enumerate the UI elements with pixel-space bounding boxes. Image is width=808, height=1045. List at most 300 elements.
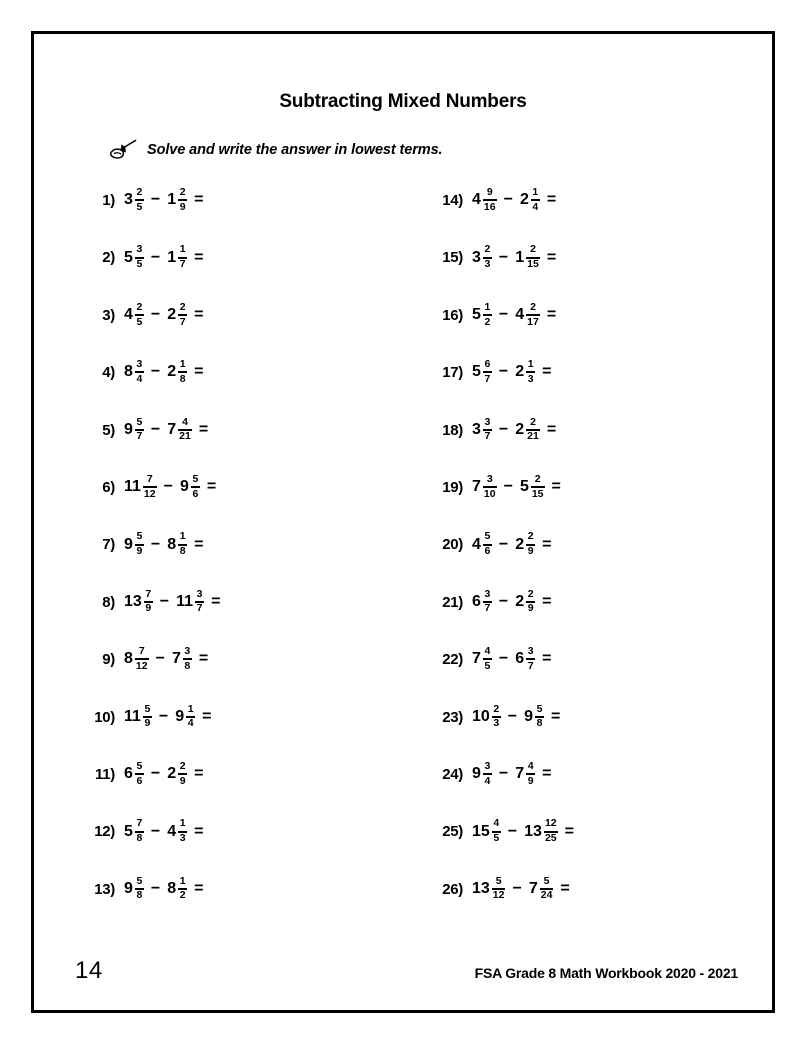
numerator: 3: [527, 645, 534, 658]
minus-operator: −: [498, 765, 509, 783]
mixed-number-b: [175, 704, 195, 731]
equals-sign: =: [551, 707, 561, 725]
numerator: 12: [544, 817, 557, 830]
mixed-number-b: [515, 531, 535, 558]
fraction: [483, 646, 492, 673]
mixed-number-b: [520, 187, 540, 214]
mixed-number-b: [167, 417, 192, 444]
fraction: [526, 531, 535, 558]
denominator: 17: [527, 315, 539, 328]
denominator: 6: [484, 545, 491, 558]
equals-sign: =: [542, 592, 552, 610]
whole-part: 4: [472, 191, 481, 209]
problem-expression: [124, 244, 204, 271]
whole-part: 1: [167, 248, 177, 266]
problem-expression: [124, 876, 204, 903]
fraction: [178, 244, 187, 271]
whole-part: 2: [515, 592, 525, 610]
fraction: [178, 359, 187, 386]
whole-part: 8: [124, 650, 133, 668]
problem-expression: [124, 302, 204, 329]
whole-part: 3: [472, 420, 481, 438]
equals-sign: =: [194, 306, 204, 324]
problem-row: [428, 181, 754, 238]
fraction: [178, 302, 187, 329]
denominator: 6: [192, 487, 199, 500]
problem-expression: [472, 359, 552, 386]
problem-expression: [472, 876, 570, 903]
fraction: [492, 818, 501, 845]
whole-part: 3: [124, 191, 133, 209]
mixed-number-a: [472, 589, 492, 616]
denominator: 4: [136, 372, 143, 385]
problem-number: 20): [442, 536, 463, 554]
denominator: 9: [527, 602, 534, 615]
whole-part: 6: [515, 650, 525, 668]
problem-row: [80, 698, 406, 755]
page-title: Subtracting Mixed Numbers: [279, 91, 527, 112]
fraction: [483, 474, 497, 501]
equals-sign: =: [194, 248, 204, 266]
mixed-number-a: [472, 417, 492, 444]
denominator: 9: [136, 545, 143, 558]
problem-expression: [472, 704, 560, 731]
mixed-number-b: [167, 761, 187, 788]
whole-part: 3: [472, 248, 481, 266]
fraction: [483, 417, 492, 444]
fraction: [178, 818, 187, 845]
fraction: [526, 589, 535, 616]
whole-part: 9: [124, 535, 133, 553]
denominator: 7: [484, 372, 491, 385]
numerator: 1: [532, 186, 539, 198]
mixed-number-b: [524, 818, 557, 845]
denominator: 7: [484, 430, 491, 443]
whole-part: 7: [171, 650, 181, 668]
denominator: 2: [484, 315, 491, 328]
numerator: 2: [530, 415, 536, 428]
denominator: 9: [144, 717, 151, 730]
whole-part: 4: [167, 822, 177, 840]
problem-number: 24): [442, 765, 463, 783]
numerator: 7: [136, 817, 143, 830]
denominator: 3: [493, 717, 500, 730]
whole-part: 9: [175, 707, 185, 725]
problem-expression: [472, 187, 556, 214]
problem-expression: [472, 818, 574, 845]
numerator: 2: [136, 300, 143, 313]
mixed-number-a: [472, 474, 497, 501]
equals-sign: =: [546, 191, 557, 209]
minus-operator: −: [503, 478, 513, 496]
worksheet-page: [31, 31, 775, 1013]
equals-sign: =: [194, 191, 204, 209]
fraction: [178, 761, 187, 788]
numerator: 3: [484, 587, 491, 600]
problem-row: [80, 353, 406, 410]
numerator: 3: [484, 415, 491, 428]
minus-operator: −: [498, 363, 509, 381]
mixed-number-b: [167, 244, 187, 271]
mixed-number-b: [172, 646, 192, 673]
whole-part: 4: [515, 306, 525, 324]
whole-part: 6: [124, 765, 133, 783]
mixed-number-a: [124, 704, 152, 731]
numerator: 2: [527, 587, 534, 600]
mixed-number-a: [472, 187, 497, 214]
fraction: [186, 704, 195, 731]
problem-row: [80, 525, 406, 582]
whole-part: 11: [176, 592, 194, 610]
equals-sign: =: [546, 306, 557, 324]
denominator: 9: [527, 545, 534, 558]
fraction: [492, 876, 506, 903]
whole-part: 2: [167, 363, 177, 381]
page-number: 14: [75, 957, 103, 984]
mixed-number-a: [124, 761, 144, 788]
fraction: [540, 876, 554, 903]
numerator: 5: [192, 472, 199, 485]
numerator: 3: [196, 587, 203, 600]
equals-sign: =: [546, 420, 557, 438]
denominator: 10: [483, 487, 496, 500]
numerator: 3: [486, 472, 493, 485]
problem-expression: [472, 302, 556, 329]
mixed-number-a: [472, 244, 492, 271]
numerator: 5: [144, 702, 151, 715]
numerator: 3: [184, 645, 191, 658]
problem-column-right: [406, 181, 754, 927]
whole-part: 11: [124, 478, 141, 496]
minus-operator: −: [150, 248, 161, 266]
equals-sign: =: [194, 535, 204, 553]
numerator: 7: [145, 587, 152, 600]
mixed-number-b: [180, 474, 200, 501]
numerator: 1: [187, 702, 194, 715]
fraction: [526, 244, 540, 271]
mixed-number-b: [515, 646, 535, 673]
problem-number: 13): [94, 880, 115, 898]
problem-expression: [124, 359, 204, 386]
whole-part: 6: [472, 592, 481, 610]
equals-sign: =: [542, 363, 552, 381]
numerator: 2: [534, 472, 541, 485]
numerator: 5: [495, 874, 502, 887]
problem-number: 1): [102, 192, 115, 209]
fraction: [483, 244, 492, 271]
fraction: [178, 187, 187, 214]
problem-number: 23): [442, 708, 463, 726]
mixed-number-b: [529, 876, 554, 903]
fraction: [535, 704, 544, 731]
fraction: [483, 302, 492, 329]
problem-column-left: [80, 181, 406, 927]
equals-sign: =: [198, 650, 209, 668]
minus-operator: −: [498, 592, 509, 610]
mixed-number-a: [124, 531, 144, 558]
minus-operator: −: [155, 650, 165, 668]
mixed-number-a: [124, 474, 157, 501]
problem-expression: [124, 818, 204, 845]
mixed-number-a: [472, 302, 492, 329]
numerator: 4: [493, 817, 500, 830]
minus-operator: −: [150, 420, 161, 438]
numerator: 5: [136, 530, 143, 543]
problem-number: 26): [442, 880, 463, 898]
mixed-number-b: [176, 589, 204, 616]
numerator: 1: [179, 358, 186, 371]
equals-sign: =: [206, 478, 217, 496]
denominator: 7: [136, 430, 143, 443]
mixed-number-a: [124, 417, 144, 444]
numerator: 7: [146, 472, 153, 485]
fraction: [178, 876, 187, 903]
fraction: [526, 359, 535, 386]
fraction: [143, 704, 152, 731]
mixed-number-b: [515, 244, 540, 271]
mixed-number-b: [524, 704, 544, 731]
problem-number: 7): [102, 536, 115, 554]
mixed-number-a: [124, 646, 149, 673]
whole-part: 2: [515, 363, 525, 381]
numerator: 4: [527, 759, 534, 772]
minus-operator: −: [150, 191, 161, 209]
fraction: [135, 761, 144, 788]
mixed-number-b: [515, 761, 535, 788]
fraction: [178, 417, 192, 444]
problem-number: 25): [442, 823, 463, 841]
whole-part: 9: [524, 707, 534, 725]
problem-expression: [472, 244, 556, 271]
numerator: 2: [530, 243, 536, 256]
whole-part: 5: [124, 248, 133, 266]
denominator: 5: [136, 315, 143, 328]
numerator: 2: [179, 300, 186, 313]
whole-part: 2: [515, 535, 525, 553]
numerator: 5: [484, 530, 491, 543]
fraction: [135, 417, 144, 444]
equals-sign: =: [542, 765, 552, 783]
fraction: [483, 761, 492, 788]
minus-operator: −: [163, 478, 173, 496]
problem-row: [428, 525, 754, 582]
mixed-number-b: [167, 359, 187, 386]
fraction: [135, 302, 144, 329]
fraction: [143, 474, 157, 501]
whole-part: 11: [124, 707, 141, 725]
fraction: [492, 704, 501, 731]
denominator: 5: [484, 659, 491, 672]
mixed-number-a: [472, 876, 505, 903]
denominator: 7: [484, 602, 491, 615]
numerator: 1: [527, 358, 534, 371]
instruction-text: Solve and write the answer in lowest terms.: [147, 142, 443, 158]
denominator: 8: [136, 832, 143, 845]
whole-part: 5: [519, 478, 529, 496]
denominator: 6: [136, 774, 143, 787]
problem-expression: [124, 417, 208, 444]
problem-number: 3): [102, 306, 115, 324]
denominator: 12: [143, 487, 156, 500]
minus-operator: −: [150, 879, 161, 897]
equals-sign: =: [202, 707, 212, 725]
mixed-number-a: [472, 531, 492, 558]
denominator: 8: [136, 889, 143, 902]
problem-row: [428, 296, 754, 353]
problem-number: 9): [102, 651, 115, 669]
denominator: 4: [187, 717, 194, 730]
problem-number: 4): [102, 364, 115, 382]
problem-number: 2): [102, 249, 115, 267]
problem-expression: [472, 417, 556, 444]
problem-number: 8): [102, 593, 115, 611]
problem-expression: [472, 474, 561, 501]
numerator: 5: [136, 415, 143, 428]
whole-part: 5: [124, 822, 133, 840]
denominator: 8: [536, 717, 543, 730]
numerator: 7: [138, 645, 145, 658]
whole-part: 7: [472, 650, 481, 668]
problem-number: 21): [442, 593, 463, 611]
problem-expression: [124, 474, 216, 501]
whole-part: 1: [167, 191, 177, 209]
minus-operator: −: [498, 306, 509, 324]
fraction: [144, 589, 153, 616]
problem-row: [80, 755, 406, 812]
fraction: [191, 474, 200, 501]
problem-row: [80, 640, 406, 697]
mixed-number-a: [472, 818, 501, 845]
numerator: 1: [179, 243, 186, 256]
mixed-number-a: [124, 359, 144, 386]
equals-sign: =: [194, 879, 204, 897]
problem-row: [80, 870, 406, 927]
equals-sign: =: [194, 822, 204, 840]
fraction: [178, 531, 187, 558]
worksheet-footer: [34, 955, 772, 985]
numerator: 9: [486, 186, 493, 198]
minus-operator: −: [150, 306, 161, 324]
whole-part: 9: [179, 478, 189, 496]
denominator: 4: [484, 774, 491, 787]
minus-operator: −: [159, 592, 170, 610]
problem-row: [428, 640, 754, 697]
problem-row: [428, 755, 754, 812]
problem-number: 6): [102, 478, 115, 496]
instruction-row: [34, 139, 772, 161]
problem-expression: [124, 187, 204, 214]
equals-sign: =: [194, 363, 204, 381]
numerator: 1: [179, 530, 186, 543]
problem-number: 16): [442, 306, 463, 324]
minus-operator: −: [498, 248, 509, 266]
problem-number: 14): [442, 192, 463, 209]
fraction: [135, 244, 144, 271]
fraction: [544, 818, 558, 845]
denominator: 7: [527, 659, 534, 672]
denominator: 5: [136, 200, 143, 213]
whole-part: 10: [472, 707, 490, 725]
whole-part: 4: [124, 306, 133, 324]
whole-part: 7: [528, 879, 538, 897]
mixed-number-b: [515, 302, 540, 329]
fraction: [483, 187, 497, 214]
problem-row: [428, 583, 754, 640]
denominator: 25: [544, 832, 557, 845]
denominator: 21: [179, 430, 191, 443]
equals-sign: =: [198, 420, 209, 438]
mixed-number-b: [167, 818, 187, 845]
mixed-number-b: [167, 876, 187, 903]
minus-operator: −: [158, 707, 169, 725]
whole-part: 9: [124, 879, 133, 897]
denominator: 7: [196, 602, 203, 615]
fraction: [526, 761, 535, 788]
fraction: [483, 589, 492, 616]
mixed-number-b: [520, 474, 545, 501]
problem-number: 12): [94, 823, 115, 841]
problem-row: [428, 812, 754, 869]
fraction: [483, 531, 492, 558]
mixed-number-a: [124, 876, 144, 903]
mixed-number-a: [124, 244, 144, 271]
minus-operator: −: [503, 191, 513, 209]
denominator: 12: [135, 659, 148, 672]
fraction: [183, 646, 192, 673]
problem-number: 5): [102, 421, 115, 439]
denominator: 9: [527, 774, 534, 787]
denominator: 8: [179, 545, 186, 558]
denominator: 15: [527, 258, 539, 271]
minus-operator: −: [512, 879, 522, 897]
denominator: 9: [179, 200, 186, 213]
denominator: 9: [179, 774, 186, 787]
problem-expression: [124, 531, 204, 558]
denominator: 4: [532, 200, 539, 213]
whole-part: 2: [515, 420, 525, 438]
numerator: 2: [530, 300, 536, 313]
fraction: [526, 302, 540, 329]
numerator: 2: [179, 759, 186, 772]
numerator: 3: [484, 759, 491, 772]
denominator: 3: [527, 372, 534, 385]
minus-operator: −: [498, 650, 509, 668]
mixed-number-b: [515, 589, 535, 616]
denominator: 3: [484, 258, 491, 271]
whole-part: 9: [124, 420, 133, 438]
denominator: 3: [179, 832, 186, 845]
problem-number: 17): [442, 364, 463, 382]
numerator: 1: [179, 817, 186, 830]
fraction: [195, 589, 204, 616]
problem-expression: [124, 704, 212, 731]
mixed-number-a: [472, 646, 492, 673]
mixed-number-a: [472, 761, 492, 788]
equals-sign: =: [542, 535, 552, 553]
numerator: 3: [136, 358, 143, 371]
whole-part: 2: [519, 191, 529, 209]
numerator: 3: [136, 243, 143, 256]
equals-sign: =: [194, 765, 204, 783]
problem-row: [428, 468, 754, 525]
numerator: 5: [543, 874, 550, 887]
denominator: 16: [483, 200, 496, 213]
problem-row: [80, 296, 406, 353]
problem-expression: [472, 761, 552, 788]
minus-operator: −: [507, 822, 518, 840]
fraction: [135, 818, 144, 845]
mixed-number-a: [124, 187, 144, 214]
